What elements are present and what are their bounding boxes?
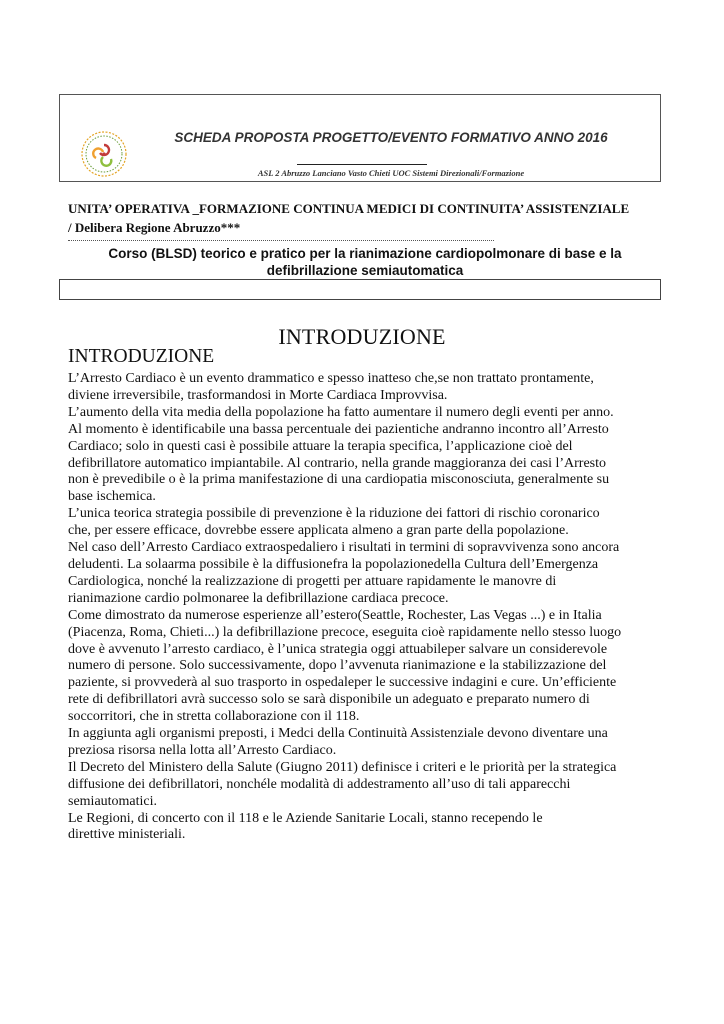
paragraph-line: deludenti. La solaarma possibile è la diffusionefra la popolazionedella Cultura dell’Emergenza	[68, 556, 599, 572]
header-divider	[297, 164, 427, 165]
paragraph-line: direttive ministeriali.	[68, 827, 186, 843]
course-title	[68, 245, 662, 279]
unit-title-line: UNITA’ OPERATIVA _FORMAZIONE CONTINUA MEDICI DI CONTINUITA’ ASSISTENZIALE	[68, 201, 630, 216]
paragraph-line: diffusione dei defibrillatori, nonchéle modalità di addestramento all’uso di tali apparecchi	[68, 776, 571, 792]
paragraph-line: (Piacenza, Roma, Chieti...) la defibrillazione precoce, eseguita cioè rapidamente nello stesso luogo	[68, 624, 622, 640]
form-title: SCHEDA PROPOSTA PROGETTO/EVENTO FORMATIVO ANNO 2016	[174, 130, 608, 145]
paragraph-line: Cardiaco; solo in questi casi è possibile attuare la terapia specifica, l’applicazione cioè del	[68, 438, 573, 454]
paragraph-line: Come dimostrato da numerose esperienze all’estero(Seattle, Rochester, Las Vegas ...) e in Italia	[68, 607, 602, 623]
section-heading: INTRODUZIONE	[278, 324, 446, 349]
unit-divider	[68, 240, 494, 241]
course-title-line: Corso (BLSD) teorico e pratico per la rianimazione cardiopolmonare di base e la	[108, 246, 622, 261]
unit-title	[68, 199, 668, 237]
paragraph-line: rianimazione cardio polmonaree la defibrillazione cardiaca precoce.	[68, 590, 449, 606]
paragraph-line: che, per essere efficace, dovrebbe essere applicata almeno a gran parte della popolazione.	[68, 523, 569, 539]
asl-logo	[80, 130, 128, 178]
paragraph-line: Nel caso dell’Arresto Cardiaco extraospedaliero i risultati in termini di sopravvivenza sono ancora	[68, 540, 620, 556]
paragraph-line: rete di defibrillatori avrà successo solo se sarà disponibile un adeguato e preparato numero di	[68, 692, 590, 708]
paragraph-line: In aggiunta agli organismi preposti, i Medci della Continuità Assistenziale devono diventare una	[68, 726, 608, 742]
paragraph-line: Il Decreto del Ministero della Salute (Giugno 2011) definisce i criteri e le priorità per la strategica	[68, 759, 617, 775]
unit-title-line: / Delibera Regione Abruzzo***	[68, 220, 241, 235]
paragraph-line: non è prevedibile o è la prima manifestazione di una cardiopatia misconosciuta, generalmente su	[68, 472, 610, 488]
paragraph-line: L’Arresto Cardiaco è un evento drammatico e spesso inatteso che,se non trattato prontamente,	[68, 371, 594, 386]
paragraph-line: dove è avvenuto l’arresto cardiaco, è l’unica strategia oggi attuabileper salvare un considerevole	[68, 641, 608, 657]
paragraph-line: preziosa risorsa nella lotta all’Arresto Cardiaco.	[68, 742, 337, 758]
paragraph-line: paziente, si provvederà al suo trasporto in ospedaleper le successive indagini e cure. Un’efficiente	[68, 675, 617, 691]
paragraph-line: base ischemica.	[68, 489, 156, 505]
paragraph-line: L’aumento della vita media della popolazione ha fatto aumentare il numero degli eventi per anno.	[68, 404, 614, 420]
paragraph-line: defibrillatore automatico impiantabile. Al contrario, nella grande maggioranza dei casi l’Arresto	[68, 455, 607, 471]
course-title-line: defibrillazione semiautomatica	[266, 263, 464, 278]
paragraph-line: semiautomatici.	[68, 793, 158, 809]
paragraph-line: Al momento è identificabile una bassa percentuale dei pazientiche andranno incontro all’Arresto	[68, 421, 609, 437]
paragraph-line: Cardiologica, nonché la realizzazione di progetti per attuare rapidamente le manovre di	[68, 573, 557, 589]
paragraph-line: Le Regioni, di concerto con il 118 e le Aziende Sanitarie Locali, stanno recependo le	[68, 810, 543, 826]
paragraph-line: diviene irreversibile, trasformandosi in Morte Cardiaca Improvvisa.	[68, 387, 448, 403]
form-subtitle: ASL 2 Abruzzo Lanciano Vasto Chieti UOC Sistemi Direzionali/Formazione	[257, 168, 525, 178]
paragraph-line: soccorritori, che in stretta collaborazione con il 118.	[68, 709, 360, 725]
section-subheading: INTRODUZIONE	[68, 346, 215, 367]
paragraph-line: L’unica teorica strategia possibile di prevenzione è la riduzione dei fattori di rischio coronarico	[68, 506, 600, 522]
paragraph-line: numero di persone. Solo successivamente, dopo l’avvenuta rianimazione e la stabilizzazione del	[68, 658, 607, 674]
empty-field-box	[59, 279, 661, 300]
intro-body	[68, 371, 658, 844]
